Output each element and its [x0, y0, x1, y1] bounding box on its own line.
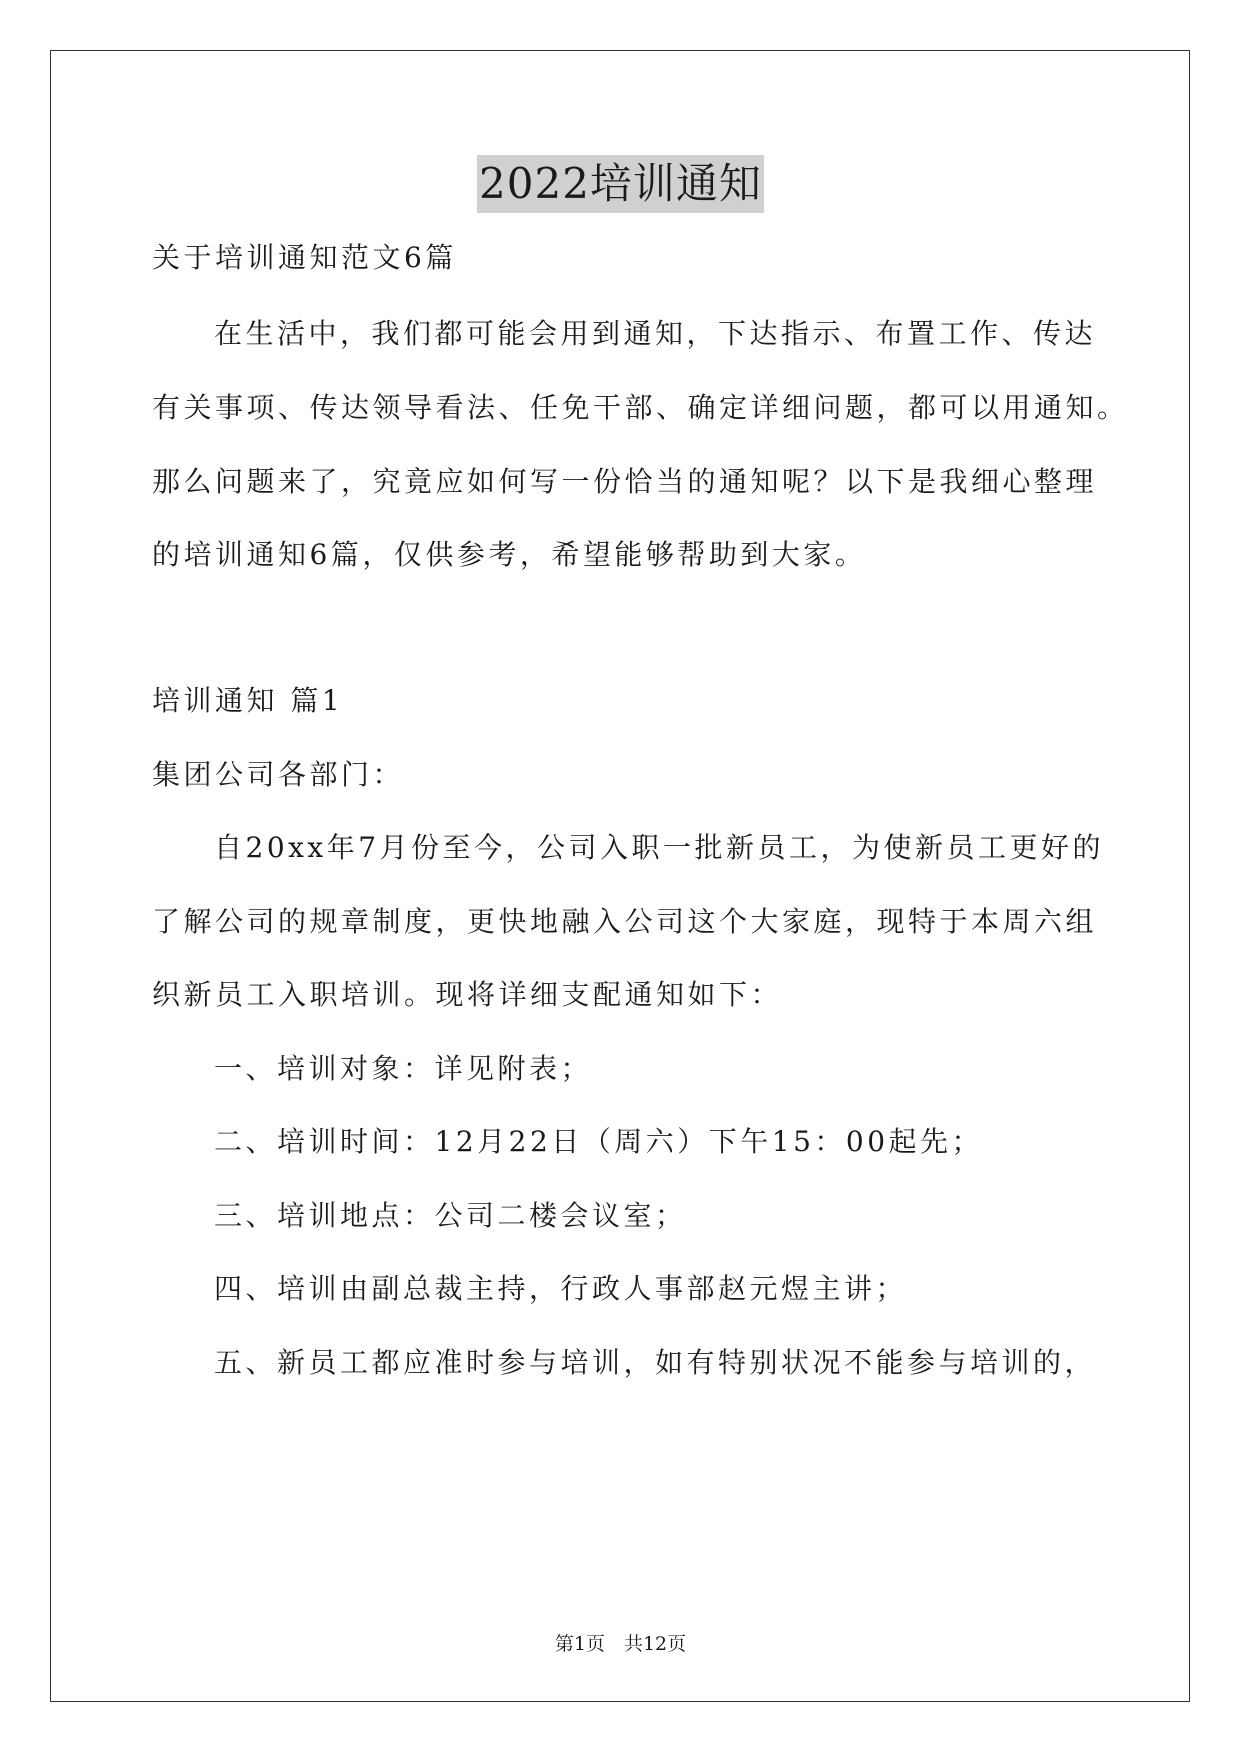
salutation: 集团公司各部门： — [152, 758, 405, 791]
section-heading: 培训通知 篇1 — [152, 684, 344, 717]
list-item: 四、培训由副总裁主持，行政人事部赵元煜主讲； — [214, 1272, 908, 1305]
paragraph-line: 的培训通知6篇，仅供参考，希望能够帮助到大家。 — [152, 538, 867, 571]
paragraph-line: 那么问题来了，究竟应如何写一份恰当的通知呢？以下是我细心整理 — [152, 465, 1098, 498]
paragraph-line: 织新员工入职培训。现将详细支配通知如下： — [152, 978, 783, 1011]
list-item: 一、培训对象：详见附表； — [214, 1052, 593, 1085]
title-container — [0, 155, 1241, 213]
list-item: 五、新员工都应准时参与培训，如有特别状况不能参与培训的， — [214, 1346, 1097, 1379]
paragraph-line: 在生活中，我们都可能会用到通知，下达指示、布置工作、传达 — [214, 317, 1097, 350]
page-border — [50, 50, 1190, 1702]
intro-heading: 关于培训通知范文6篇 — [152, 241, 457, 274]
document-title: 2022培训通知 — [477, 155, 764, 213]
list-item: 三、培训地点：公司二楼会议室； — [214, 1199, 687, 1232]
list-item: 二、培训时间：12月22日（周六）下午15：00起先； — [214, 1125, 984, 1158]
paragraph-line: 自20xx年7月份至今，公司入职一批新员工，为使新员工更好的 — [214, 831, 1105, 864]
paragraph-line: 了解公司的规章制度，更快地融入公司这个大家庭，现特于本周六组 — [152, 905, 1098, 938]
paragraph-line: 有关事项、传达领导看法、任免干部、确定详细问题，都可以用通知。 — [152, 391, 1129, 424]
page-footer: 第1页 共12页 — [554, 1633, 687, 1655]
